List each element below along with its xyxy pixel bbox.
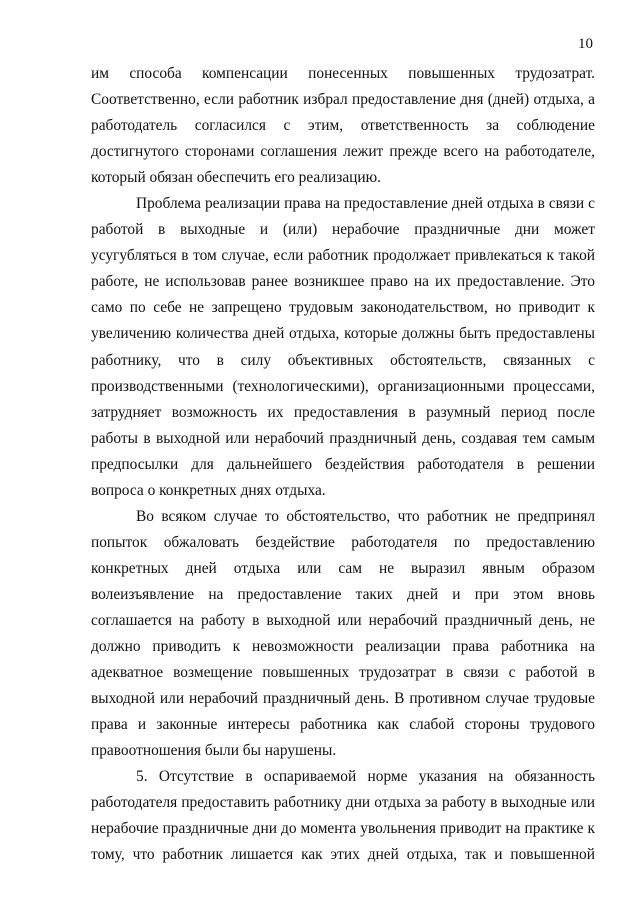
paragraph-continuation: им способа компенсации понесенных повышенных трудозатрат. Соответственно, если работник избрал предоставление дня (дней) отдыха, а работодатель согласился с этим, ответственность за соблюдение достигнутого сторонами соглашения лежит прежде всего на работодателе, который обязан обеспечить его реализацию. — [91, 65, 595, 187]
document-body — [91, 61, 595, 868]
paragraph-item-5: 5. Отсутствие в оспариваемой норме указания на обязанность работодателя предоставить работнику дни отдыха за работу в выходные или нерабочие праздничные дни до момента увольнения приводит на практике к тому, что работник лишается как этих дней отдыха, так и повышенной — [91, 768, 595, 864]
paragraph-circumstance: Во всяком случае то обстоятельство, что работник не предпринял попыток обжаловать бездействие работодателя по предоставлению конкретных дней отдыха или сам не выразил явным образом волеизъявление на предоставление таких дней и при этом вновь соглашается на работу в выходной или нерабочий праздничный день, не должно приводить к невозможности реализации права работника на адекватное возмещение повышенных трудозатрат в связи с работой в выходной или нерабочий праздничный день. В противном случае трудовые права и законные интересы работника как слабой стороны трудового правоотношения были бы нарушены. — [91, 507, 595, 760]
page-number: 10 — [578, 36, 593, 52]
paragraph-problem: Проблема реализации права на предоставление дней отдыха в связи с работой в выходные и (или) нерабочие праздничные дни может усугубляться в том случае, если работник продолжает привлекаться к такой работе, не использовав ранее возникшее право на их предоставление. Это само по себе не запрещено трудовым законодательством, но приводит к увеличению количества дней отдыха, которые должны быть предоставлены работнику, что в силу объективных обстоятельств, связанных с производственными (технологическими), организационными процессами, затрудняет возможность их предоставления в разумный период после работы в выходной или нерабочий праздничный день, создавая тем самым предпосылки для дальнейшего бездействия работодателя в решении вопроса о конкретных днях отдыха. — [91, 195, 595, 499]
